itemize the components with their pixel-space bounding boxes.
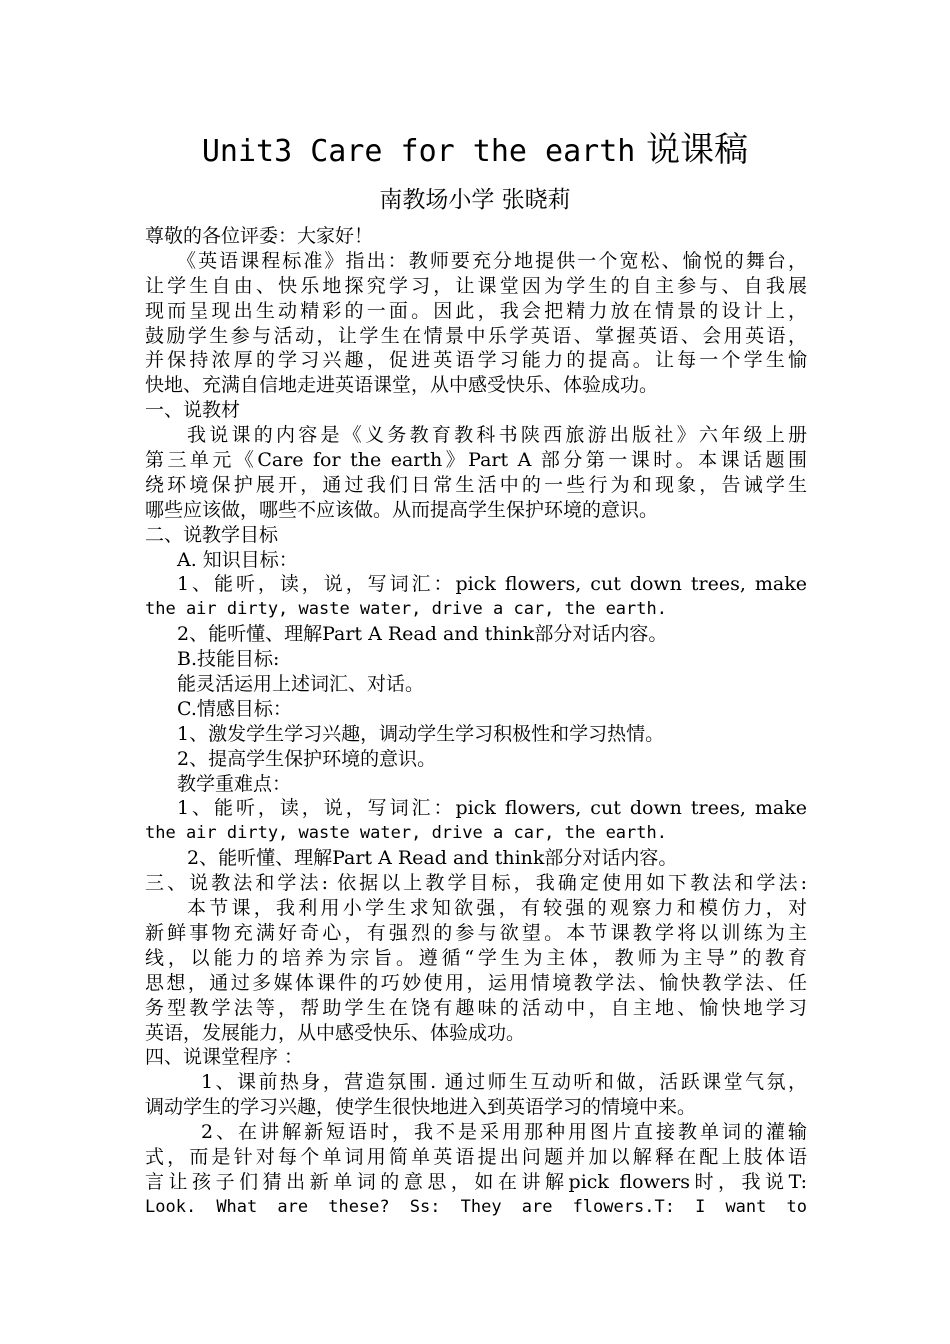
paragraph-line: the air dirty, waste water, drive a car, the earth. [145, 599, 667, 620]
paragraph-line: 本节课，我利用小学生求知欲强，有较强的观察力和模仿力，对 [187, 897, 807, 920]
paragraph-line: 2、能听懂、理解Part A Read and think部分对话内容。 [187, 847, 678, 870]
paragraph-line: 调动学生的学习兴趣，使学生很快地进入到英语学习的情境中来。 [145, 1096, 697, 1119]
document-title [0, 128, 950, 174]
document-body [145, 224, 807, 1220]
section-heading: 二、说教学目标 [145, 523, 279, 546]
paragraph-line: 2、能听懂、理解Part A Read and think部分对话内容。 [177, 623, 668, 646]
paragraph-line: 现而呈现出生动精彩的一面。因此，我会把精力放在情景的设计上， [145, 299, 807, 322]
subheading: 教学重难点： [177, 772, 292, 795]
greeting: 尊敬的各位评委：大家好！ [145, 225, 374, 247]
paragraph-line: 并保持浓厚的学习兴趣，促进英语学习能力的提高。让每一个学生愉 [145, 349, 807, 372]
paragraph-line: 快地、充满自信地走进英语课堂，从中感受快乐、体验成功。 [145, 374, 659, 397]
paragraph-line: 第三单元《Care for the earth》Part A 部分第一课时。本课话题围 [145, 449, 807, 472]
section-heading: 三、说教法和学法: 依据以上教学目标，我确定使用如下教法和学法: [145, 872, 807, 895]
paragraph-line: 我说课的内容是《义务教育教科书陕西旅游出版社》六年级上册 [187, 424, 807, 447]
paragraph-line: 1、课前热身，营造氛围. 通过师生互动听和做，活跃课堂气氛， [201, 1071, 807, 1094]
paragraph-line: 思想，通过多媒体课件的巧妙使用，运用情境教学法、愉快教学法、任 [145, 971, 807, 994]
paragraph-line: 鼓励学生参与活动，让学生在情景中乐学英语、掌握英语、会用英语， [145, 324, 807, 347]
paragraph-line: 1、激发学生学习兴趣，调动学生学习积极性和学习热情。 [177, 722, 665, 745]
paragraph-line: Look. What are these? Ss: They are flowers.T: I want to [145, 1196, 807, 1217]
paragraph-line: 绕环境保护展开，通过我们日常生活中的一些行为和现象，告诫学生 [145, 473, 807, 496]
paragraph-line: 英语，发展能力，从中感受快乐、体验成功。 [145, 1021, 526, 1044]
paragraph-line: 式，而是针对每个单词用简单英语提出问题并加以解释在配上肢体语 [145, 1145, 807, 1168]
paragraph-line: 2、在讲解新短语时，我不是采用那种用图片直接教单词的灌输 [201, 1121, 807, 1144]
subheading: C.情感目标： [177, 697, 292, 720]
paragraph-line: 1、能听，读，说，写词汇：pick flowers, cut down trees, make [177, 573, 807, 596]
title-chinese: 说课稿 [646, 130, 749, 170]
paragraph-line: 2、提高学生保护环境的意识。 [177, 747, 437, 770]
paragraph-line: 言让孩子们猜出新单词的意思，如在讲解pick flowers时，我说T: [145, 1170, 807, 1193]
paragraph-line: the air dirty, waste water, drive a car, the earth. [145, 823, 667, 844]
paragraph-line: 能灵活运用上述词汇、对话。 [177, 673, 425, 696]
paragraph-line: 让学生自由、快乐地探究学习，让课堂因为学生的自主参与、自我展 [145, 274, 807, 297]
title-english: Unit3 Care for the earth [201, 134, 636, 169]
paragraph-line: 哪些应该做，哪些不应该做。从而提高学生保护环境的意识。 [145, 498, 659, 521]
paragraph-line: 线，以能力的培养为宗旨。遵循“学生为主体，教师为主导”的教育 [145, 946, 807, 969]
subheading: B.技能目标: [177, 648, 280, 671]
paragraph-line: 1、能听，读，说，写词汇：pick flowers, cut down trees, make [177, 797, 807, 820]
paragraph-line: 《英语课程标准》指出：教师要充分地提供一个宽松、愉悦的舞台， [177, 249, 807, 272]
paragraph-line: 新鲜事物充满好奇心，有强烈的参与欲望。本节课教学将以训练为主 [145, 921, 807, 944]
section-heading: 一、说教材 [145, 399, 241, 422]
section-heading: 四、说课堂程序 ： [145, 1046, 304, 1069]
paragraph-line: 务型教学法等，帮助学生在饶有趣味的活动中，自主地、愉快地学习 [145, 996, 807, 1019]
subheading: A. 知识目标： [177, 548, 298, 571]
author-line: 南教场小学 张晓莉 [379, 187, 571, 213]
